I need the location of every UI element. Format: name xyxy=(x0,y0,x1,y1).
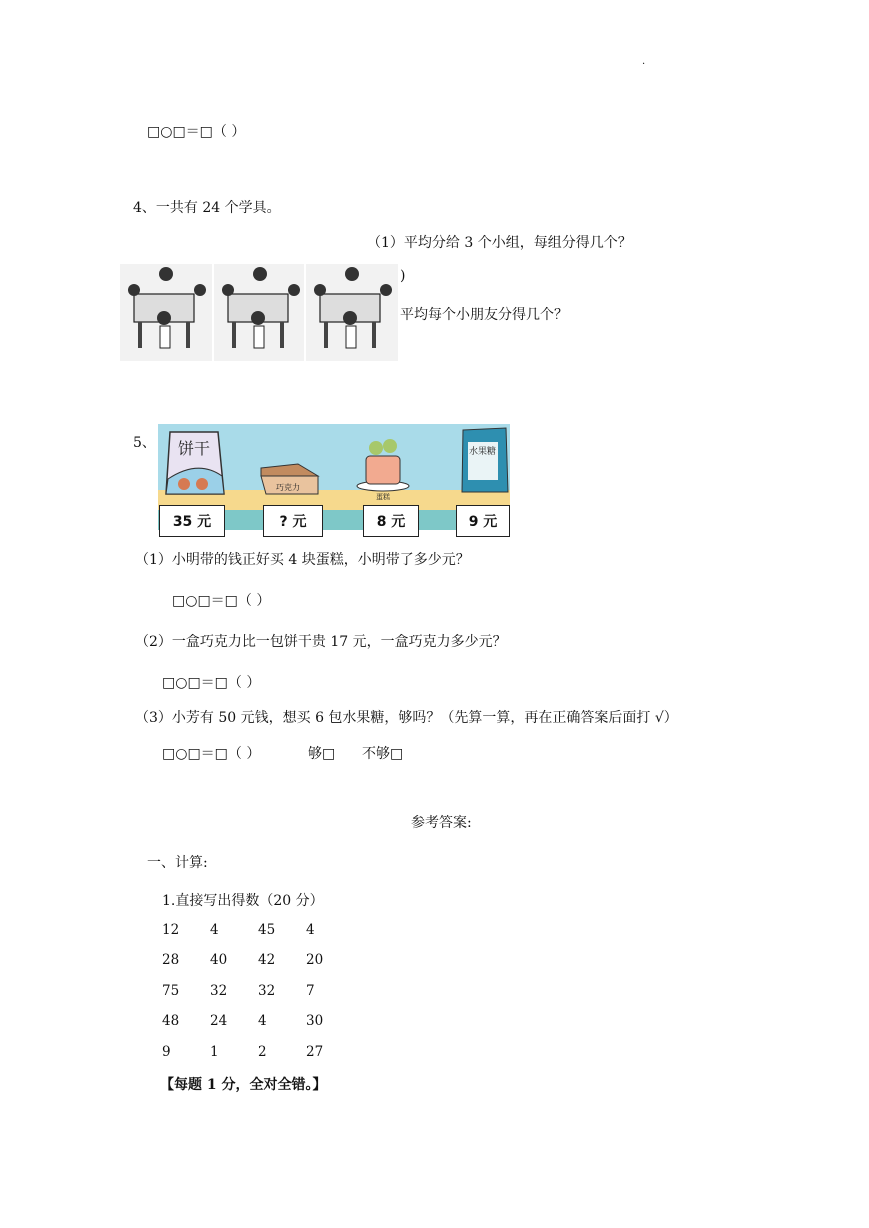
answer-cell: 9 xyxy=(162,1044,171,1060)
answer-row xyxy=(162,922,354,938)
price-tag-biscuit: 35 元 xyxy=(159,505,225,537)
header-dot: . xyxy=(642,56,646,67)
q5-sub1: （1）小明带的钱正好买 4 块蛋糕，小明带了多少元？ xyxy=(135,552,470,568)
not-enough-option[interactable]: 不够□ xyxy=(362,746,404,762)
answer-cell: 1 xyxy=(210,1044,219,1060)
price-tag-cake: 8 元 xyxy=(363,505,419,537)
q5-sub3: （3）小芳有 50 元钱，想买 6 包水果糖，够吗？（先算一算，再在正确答案后面打 √） xyxy=(135,710,678,726)
answer-row xyxy=(162,983,354,999)
answer-cell: 30 xyxy=(306,1013,324,1029)
answer-cell: 32 xyxy=(210,983,228,999)
biscuit-bag-icon xyxy=(166,432,224,494)
answer-cell: 75 xyxy=(162,983,180,999)
chocolate-label: 巧克力 xyxy=(276,483,300,492)
answer-row xyxy=(162,952,354,968)
answer-row xyxy=(162,1013,354,1029)
q5-formula3: □○□＝□（ ） xyxy=(162,746,261,762)
answer-row xyxy=(162,1044,354,1060)
group-illustration-1 xyxy=(120,264,212,361)
answers-section1: 一、计算: xyxy=(147,855,208,871)
price-tag-chocolate: ? 元 xyxy=(263,505,323,537)
answer-cell: 24 xyxy=(210,1013,228,1029)
answer-cell: 4 xyxy=(210,922,219,938)
answer-cell: 45 xyxy=(258,922,276,938)
answer-cell: 28 xyxy=(162,952,180,968)
candy-bag-icon xyxy=(462,428,508,492)
answer-cell: 42 xyxy=(258,952,276,968)
price-tag-candy: 9 元 xyxy=(456,505,510,537)
answer-cell: 2 xyxy=(258,1044,267,1060)
answer-cell: 32 xyxy=(258,983,276,999)
q4-sub2: 平均每个小朋友分得几个？ xyxy=(400,307,568,323)
answers-heading: 参考答案: xyxy=(411,815,472,831)
q4-paren: ) xyxy=(400,268,406,284)
q4-sub1: （1）平均分给 3 个小组，每组分得几个？ xyxy=(367,235,632,251)
q5-formula1: □○□＝□（ ） xyxy=(172,593,271,609)
enough-option[interactable]: 够□ xyxy=(308,746,336,762)
answer-cell: 4 xyxy=(258,1013,267,1029)
q5-sub2: （2）一盒巧克力比一包饼干贵 17 元，一盒巧克力多少元？ xyxy=(135,634,507,650)
q5-number: 5、 xyxy=(133,435,156,451)
biscuit-label: 饼干 xyxy=(178,439,211,458)
q4-title: 4、一共有 24 个学具。 xyxy=(133,200,281,216)
answer-cell: 4 xyxy=(306,922,315,938)
answer-cell: 20 xyxy=(306,952,324,968)
q3-formula: □○□＝□（ ） xyxy=(147,124,246,140)
group-illustration-3 xyxy=(306,264,398,361)
q5-formula2: □○□＝□（ ） xyxy=(162,675,261,691)
answer-cell: 7 xyxy=(306,983,315,999)
answer-cell: 27 xyxy=(306,1044,324,1060)
answers-note: 【每题 1 分，全对全错。】 xyxy=(160,1077,327,1093)
answer-cell: 40 xyxy=(210,952,228,968)
group-illustration-2 xyxy=(214,264,304,361)
cake-label: 蛋糕 xyxy=(376,493,390,501)
answer-cell: 48 xyxy=(162,1013,180,1029)
group-illustrations xyxy=(120,264,398,361)
candy-label: 水果糖 xyxy=(469,447,497,457)
answers-item1: 1.直接写出得数（20 分） xyxy=(162,893,324,909)
answer-cell: 12 xyxy=(162,922,180,938)
